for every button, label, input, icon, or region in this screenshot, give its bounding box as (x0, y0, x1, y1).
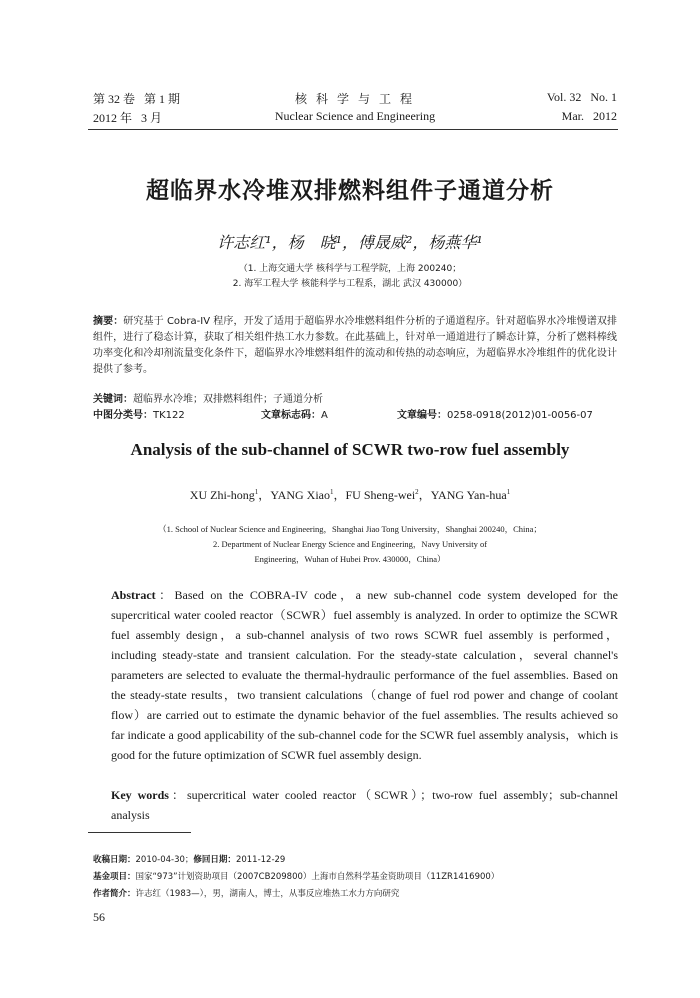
header-rule (88, 129, 618, 130)
document-code (261, 406, 328, 421)
keywords-cn (93, 390, 617, 405)
clc-number (93, 406, 185, 421)
journal-name-en: Nuclear Science and Engineering (274, 109, 436, 123)
affiliation-cn-line: 2. 海军工程大学 核能科学与工程系，湖北 武汉 430000） (232, 279, 468, 289)
journal-name-cn: 核 科 学 与 工 程 (294, 92, 415, 106)
authors-cn: 许志红¹，杨 晓¹，傅晟威²，杨燕华¹ (217, 233, 483, 252)
footnote-rule (88, 832, 191, 833)
abstract-en (111, 585, 618, 765)
volume-issue-en: Vol. 32 No. 1 (546, 90, 617, 104)
footnote-label: 作者简介： (93, 889, 136, 899)
author-name: XU Zhi-hong (189, 488, 255, 502)
abstract-cn-label: 摘要： (93, 316, 124, 327)
author-separator: ， (333, 488, 346, 502)
author-name: YANG Xiao (270, 488, 330, 502)
keywords-en-text: ：supercritical water cooled reactor（SCWR）；two-row fuel assembly；sub-channel analysis (111, 788, 618, 822)
classification-row (93, 406, 617, 422)
footnote-received (93, 852, 623, 869)
date-en: Mar. 2012 (561, 109, 617, 123)
abstract-cn-text: 研究基于 Cobra-IV 程序，开发了适用于超临界水冷堆燃料组件分析的子通道程序。针对超临界水冷堆慢谱双排组件，进行了稳态计算，获取了相关组件热工水力参数。在此基础上，针对单一通道进行了瞬态计算，分析了燃料棒线功率变化和冷却剂流量变化条件下，超临界水冷堆燃料组件的流动和传热的动态响应，为超临界水冷堆组件的优化设计提供了参考。 (93, 316, 618, 375)
abstract-en-text: ：Based on the COBRA-IV code，a new sub-channel code system developed for the supercritical water cooled reactor（SCWR）fuel assembly is analyzed. In order to optimize the SCWR fuel assembly design，a sub-channel analysis of two rows SCWR fuel assembly is performed，including steady-state and transient calculation. For the steady-state calculation，several channel's parameters are selected to evaluate the thermal-hydraulic performance of the fuel assemblies. Based on the steady-state results，two transient calculations（change of fuel rod power and change of coolant flow）are carried out to estimate the dynamic behavior of the fuel assemblies. The results achieved so far indicate a good applicability of the sub-channel code for the SCWR fuel assembly analysis，which is good for the future optimization of SCWR fuel assembly design. (111, 588, 618, 762)
abstract-cn (93, 314, 617, 378)
footnote-funding (93, 869, 623, 886)
footnote-author-bio (93, 886, 623, 903)
clc-label: 中图分类号： (93, 410, 153, 421)
author-name: FU Sheng-wei (345, 488, 416, 502)
clc-value: TK122 (153, 410, 185, 421)
article-label: 文章编号： (397, 410, 447, 421)
author-separator: ， (258, 488, 271, 502)
affiliation-en-line: Engineering，Wuhan of Hubei Prov. 430000，China） (254, 554, 446, 564)
affiliation-en-line: 2. Department of Nuclear Energy Science and Engineering，Navy University of (212, 539, 488, 549)
footnote-label: 收稿日期： (93, 855, 136, 865)
footnotes (93, 852, 623, 903)
affiliations-cn (0, 262, 700, 292)
article-number (397, 406, 593, 421)
title-cn: 超临界水冷堆双排燃料组件子通道分析 (146, 178, 554, 204)
keywords-en-label: Key words (111, 788, 169, 802)
author-affil-mark: 1 (329, 488, 334, 496)
doc-label: 文章标志码： (261, 410, 321, 421)
doc-value: A (321, 410, 328, 421)
footnote-label: 修回日期： (193, 855, 236, 865)
author-affil-mark: 2 (415, 488, 419, 496)
affiliation-cn-line: （1. 上海交通大学 核科学与工程学院，上海 200240； (238, 264, 462, 274)
affiliations-en (0, 522, 700, 567)
article-value: 0258-0918(2012)01-0056-07 (447, 410, 593, 421)
footnote-text: 国家“973”计划资助项目（2007CB209800）上海市自然科学基金资助项目（11ZR1416900） (135, 872, 500, 882)
keywords-en (111, 785, 618, 825)
running-header (93, 90, 617, 128)
footnote-label: 基金项目： (93, 872, 136, 882)
volume-issue-cn: 第 32 卷 第 1 期 (93, 92, 181, 106)
affiliation-en-line: （1. School of Nuclear Science and Engineering，Shanghai Jiao Tong University，Shanghai 200240，China； (158, 524, 542, 534)
authors-en (0, 486, 700, 503)
footnote-text: 2011-12-29 (235, 855, 286, 865)
abstract-en-label: Abstract (111, 588, 156, 602)
footnote-text: 2010-04-30； (135, 855, 194, 865)
author-affil-mark: 1 (254, 488, 259, 496)
footnote-text: 许志红（1983—），男，湖南人，博士，从事反应堆热工水力方向研究 (135, 889, 400, 899)
author-name: YANG Yan-hua (430, 488, 507, 502)
keywords-cn-text: 超临界水冷堆；双排燃料组件；子通道分析 (133, 394, 323, 405)
author-separator: ， (418, 488, 431, 502)
title-en: Analysis of the sub-channel of SCWR two-row fuel assembly (130, 440, 570, 459)
date-cn: 2012 年 3 月 (93, 111, 163, 125)
author-affil-mark: 1 (506, 488, 511, 496)
keywords-cn-label: 关键词： (93, 394, 133, 405)
page-number: 56 (93, 910, 105, 924)
